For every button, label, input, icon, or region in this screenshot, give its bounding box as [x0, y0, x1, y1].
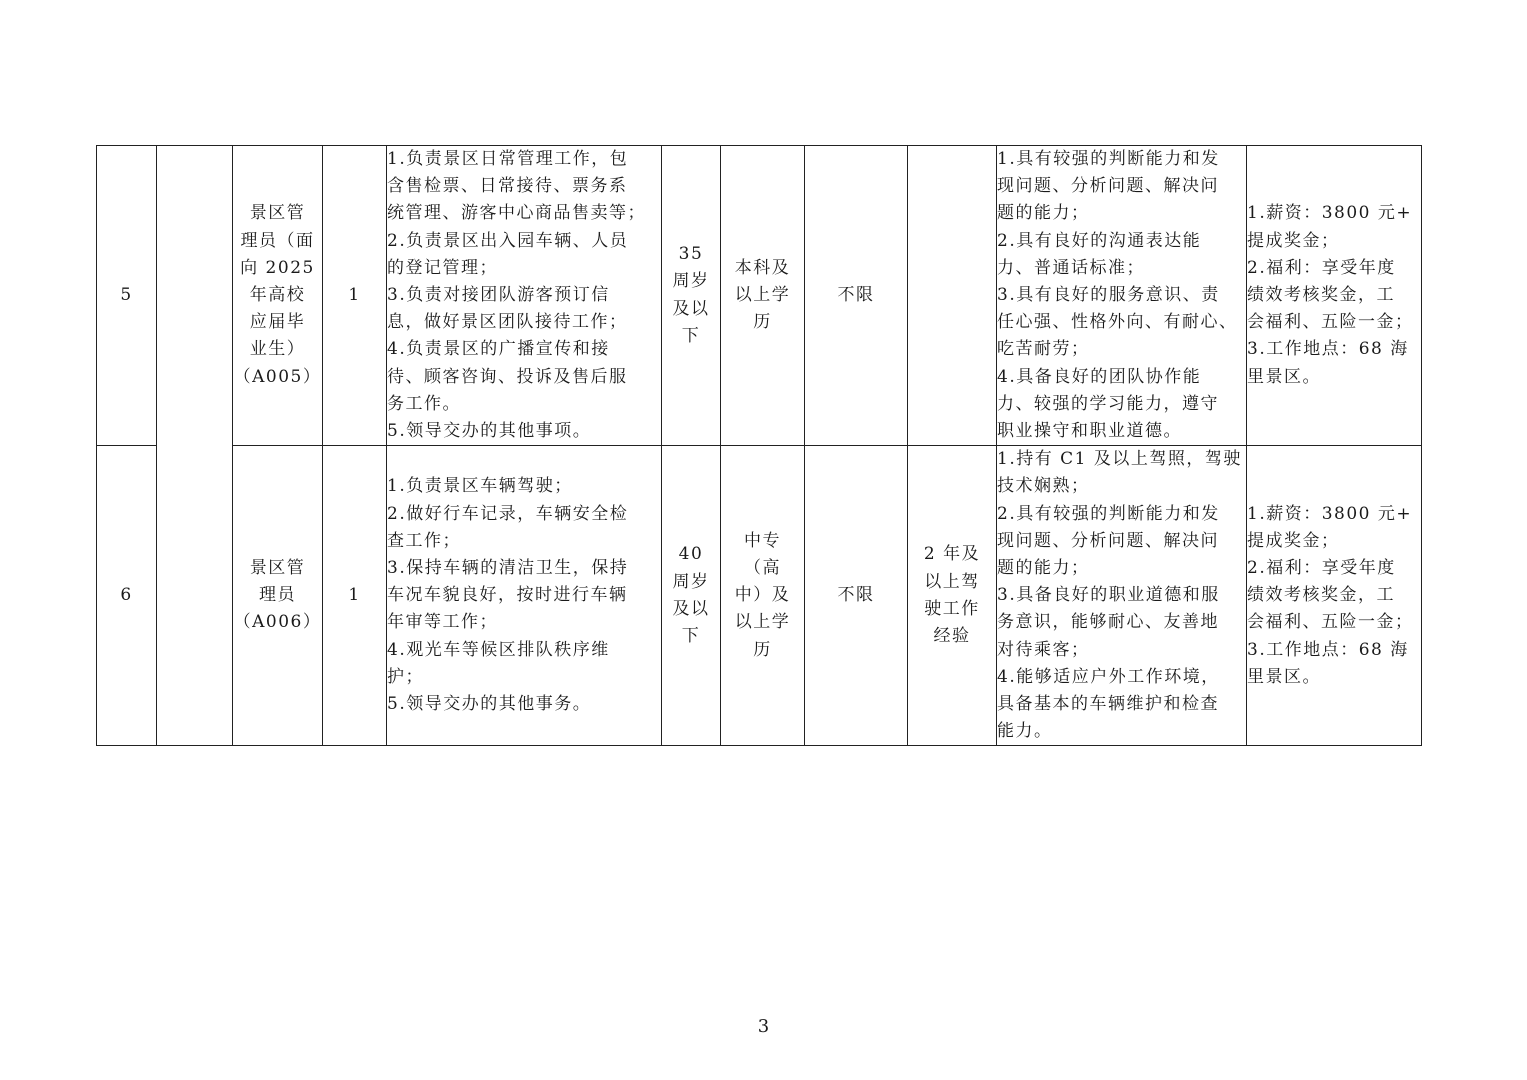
cell-line: 1.具有较强的判断能力和发: [997, 149, 1220, 169]
benefits-cell: [1247, 446, 1422, 746]
cell-line: 务工作。: [387, 393, 461, 414]
cell-line: 2.负责景区出入园车辆、人员: [387, 230, 629, 251]
page-number: 3: [757, 1016, 770, 1037]
cell-line: 下: [681, 325, 701, 346]
cell-line: 车况车貌良好，按时进行车辆: [387, 585, 628, 606]
experience-cell: [908, 446, 997, 746]
age-cell: [662, 146, 721, 446]
cell-line: 职业操守和职业道德。: [997, 421, 1182, 442]
cell-line: 经验: [933, 626, 971, 647]
cell-line: 对待乘客；: [997, 639, 1090, 660]
cell-line: 绩效考核奖金，工: [1247, 585, 1395, 606]
requirements-cell: [997, 446, 1247, 746]
benefits-cell: [1247, 146, 1422, 446]
cell-line: 理员（面: [240, 230, 315, 251]
cell-line: 力、普通话标准；: [997, 257, 1145, 278]
cell-line: 务意识，能够耐心、友善地: [997, 612, 1219, 633]
cell-line: 以上驾: [924, 571, 980, 592]
cell-line: 2.福利：享受年度: [1247, 257, 1396, 278]
cell-line: 应届毕: [249, 312, 306, 333]
cell-line: （A005）: [233, 366, 322, 387]
unit-cell: [157, 146, 233, 746]
cell-line: 查工作；: [387, 530, 461, 551]
cell-line: 2.福利：享受年度: [1247, 558, 1396, 579]
education-cell: [721, 446, 805, 746]
cell-line: 及以: [672, 298, 710, 319]
cell-line: 2.做好行车记录，车辆安全检: [387, 503, 629, 524]
education-cell: [721, 146, 805, 446]
major-cell: 不限: [805, 146, 908, 446]
cell-line: 吃苦耐劳；: [997, 339, 1090, 360]
cell-line: 含售检票、日常接待、票务系: [387, 176, 628, 197]
cell-line: 5.领导交办的其他事务。: [387, 694, 592, 715]
cell-line: 年高校: [249, 285, 306, 306]
cell-line: 4.能够适应户外工作环境，: [997, 666, 1220, 687]
experience-cell: [908, 146, 997, 446]
cell-line: 周岁: [672, 271, 710, 292]
cell-line: 本科及: [734, 257, 791, 278]
cell-line: 能力。: [997, 721, 1053, 742]
cell-line: 力、较强的学习能力，遵守: [997, 393, 1219, 414]
cell-line: 提成奖金；: [1247, 530, 1340, 551]
cell-line: 以上学: [734, 612, 791, 633]
cell-line: 3.具备良好的职业道德和服: [997, 585, 1220, 606]
cell-line: 息，做好景区团队接待工作；: [387, 312, 628, 333]
cell-line: 任心强、性格外向、有耐心、: [997, 312, 1238, 333]
cell-line: 驶工作: [924, 598, 980, 619]
major-cell: 不限: [805, 446, 908, 746]
cell-line: 绩效考核奖金，工: [1247, 285, 1395, 306]
duties-cell: [387, 446, 662, 746]
cell-line: 景区管: [249, 203, 306, 224]
cell-line: 里景区。: [1247, 666, 1321, 687]
table-row: [97, 146, 1422, 446]
cell-line: 会福利、五险一金；: [1247, 612, 1414, 633]
cell-line: 业生）: [249, 339, 306, 360]
cell-line: 现问题、分析问题、解决问: [997, 176, 1219, 197]
cell-line: 1.薪资：3800 元+: [1247, 203, 1413, 224]
cell-line: 1.负责景区车辆驾驶；: [387, 476, 573, 497]
position-cell: [233, 446, 323, 746]
cell-line: 3.保持车辆的清洁卫生，保持: [387, 558, 629, 579]
cell-line: 5.领导交办的其他事项。: [387, 421, 592, 442]
cell-line: 以上学: [734, 285, 791, 306]
cell-line: 向 2025: [240, 257, 315, 278]
cell-line: （A006）: [233, 612, 322, 633]
cell-line: 中）及: [734, 585, 791, 606]
cell-line: 3.工作地点：68 海: [1247, 339, 1409, 360]
cell-line: 待、顾客咨询、投诉及售后服: [387, 366, 628, 387]
cell-line: 景区管: [249, 558, 306, 579]
seq-cell: 5: [97, 146, 157, 446]
cell-line: 技术娴熟；: [997, 476, 1090, 497]
cell-line: 里景区。: [1247, 366, 1321, 387]
cell-line: 4.具备良好的团队协作能: [997, 366, 1202, 387]
cell-line: 的登记管理；: [387, 257, 498, 278]
cell-line: 下: [681, 626, 701, 647]
cell-line: 3.负责对接团队游客预订信: [387, 285, 610, 306]
headcount-cell: 1: [323, 446, 387, 746]
cell-line: 3.工作地点：68 海: [1247, 639, 1409, 660]
cell-line: 1.薪资：3800 元+: [1247, 503, 1413, 524]
duties-cell: [387, 146, 662, 446]
cell-line: 及以: [672, 598, 710, 619]
cell-line: 题的能力；: [997, 203, 1090, 224]
cell-line: 年审等工作；: [387, 612, 498, 633]
cell-line: 现问题、分析问题、解决问: [997, 530, 1219, 551]
cell-line: 40: [678, 544, 704, 565]
recruitment-table: [96, 145, 1422, 746]
cell-line: 2.具有较强的判断能力和发: [997, 503, 1220, 524]
requirements-cell: [997, 146, 1247, 446]
cell-line: 1.持有 C1 及以上驾照，驾驶: [997, 449, 1242, 470]
table-row: [97, 446, 1422, 746]
cell-line: 题的能力；: [997, 558, 1090, 579]
cell-line: 4.负责景区的广播宣传和接: [387, 339, 610, 360]
cell-line: （高: [744, 558, 781, 579]
headcount-cell: 1: [323, 146, 387, 446]
cell-line: 1.负责景区日常管理工作，包: [387, 149, 629, 169]
cell-line: 提成奖金；: [1247, 230, 1340, 251]
cell-line: 35: [678, 244, 704, 265]
cell-line: 统管理、游客中心商品售卖等；: [387, 203, 646, 224]
cell-line: 2.具有良好的沟通表达能: [997, 230, 1202, 251]
cell-line: 2 年及: [923, 544, 981, 565]
age-cell: [662, 446, 721, 746]
cell-line: 3.具有良好的服务意识、责: [997, 285, 1220, 306]
cell-line: 历: [753, 312, 772, 333]
cell-line: 理员: [259, 585, 296, 606]
cell-line: 会福利、五险一金；: [1247, 312, 1414, 333]
cell-line: 周岁: [672, 571, 710, 592]
cell-line: 护；: [387, 666, 424, 687]
cell-line: 4.观光车等候区排队秩序维: [387, 639, 610, 660]
position-cell: [233, 146, 323, 446]
cell-line: 具备基本的车辆维护和检查: [997, 694, 1219, 715]
cell-line: 历: [753, 639, 772, 660]
seq-cell: 6: [97, 446, 157, 746]
cell-line: 中专: [744, 530, 781, 551]
